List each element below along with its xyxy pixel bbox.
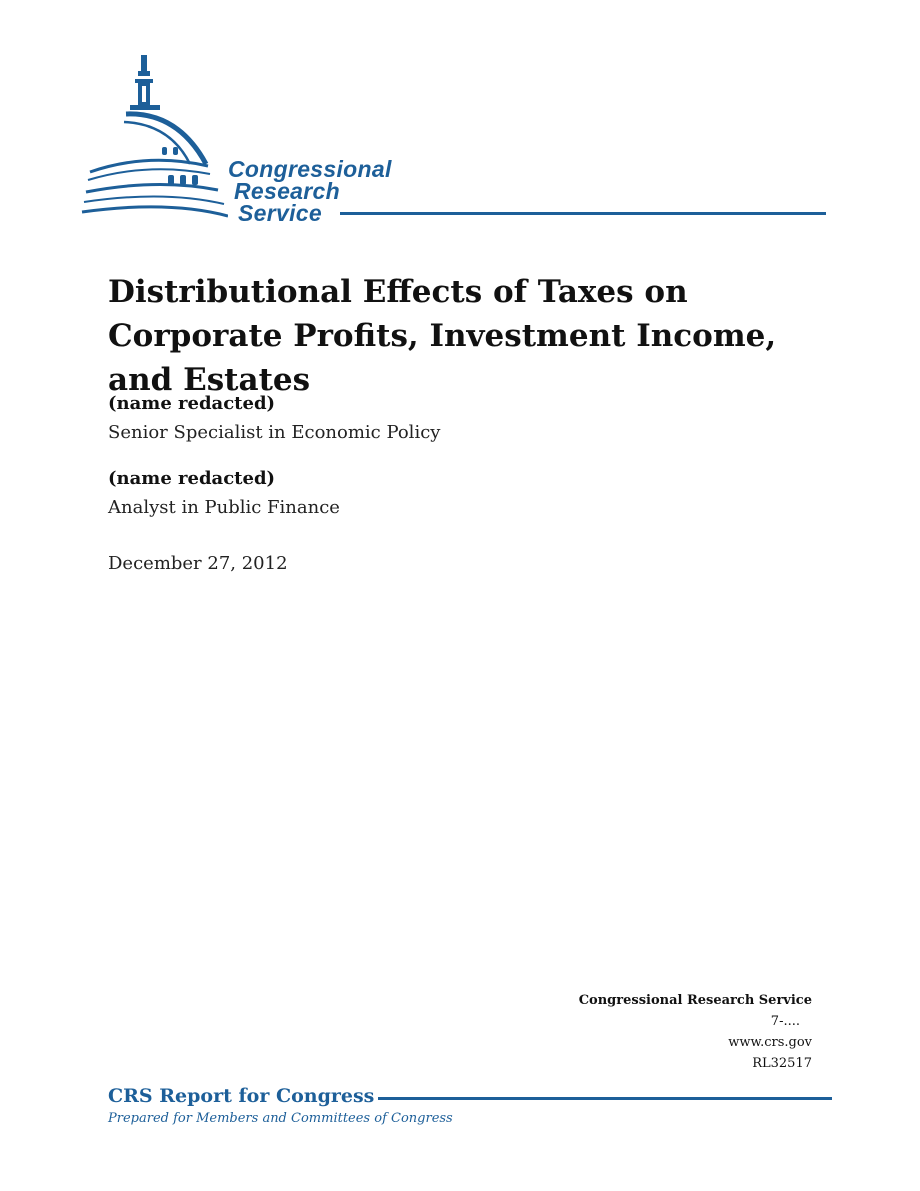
- footer-title: CRS Report for Congress: [108, 1085, 378, 1107]
- crs-org-name: Congressional Research Service: [578, 993, 812, 1008]
- report-title: Distributional Effects of Taxes on Corporate Profits, Investment Income, and Estates: [108, 274, 777, 398]
- author-1-name: (name redacted): [108, 393, 276, 414]
- crs-info-block: [512, 990, 812, 1074]
- order-code: 7-....: [770, 1014, 800, 1029]
- author-2-role: Analyst in Public Finance: [108, 497, 340, 518]
- crs-logo: [78, 52, 838, 227]
- report-number: RL32517: [752, 1056, 812, 1071]
- logo-word-congressional: Congressional: [228, 156, 392, 182]
- report-date: December 27, 2012: [108, 553, 288, 574]
- logo-word-research: Research: [234, 178, 340, 204]
- author-1-role: Senior Specialist in Economic Policy: [108, 422, 441, 443]
- author-2-name: (name redacted): [108, 468, 276, 489]
- capitol-dome-icon: [78, 52, 228, 227]
- logo-divider: [340, 212, 826, 215]
- logo-word-service: Service: [238, 200, 322, 226]
- website-link[interactable]: www.crs.gov: [728, 1035, 812, 1050]
- footer-subtitle: Prepared for Members and Committees of Congress: [108, 1111, 453, 1126]
- footer-divider: [350, 1097, 832, 1100]
